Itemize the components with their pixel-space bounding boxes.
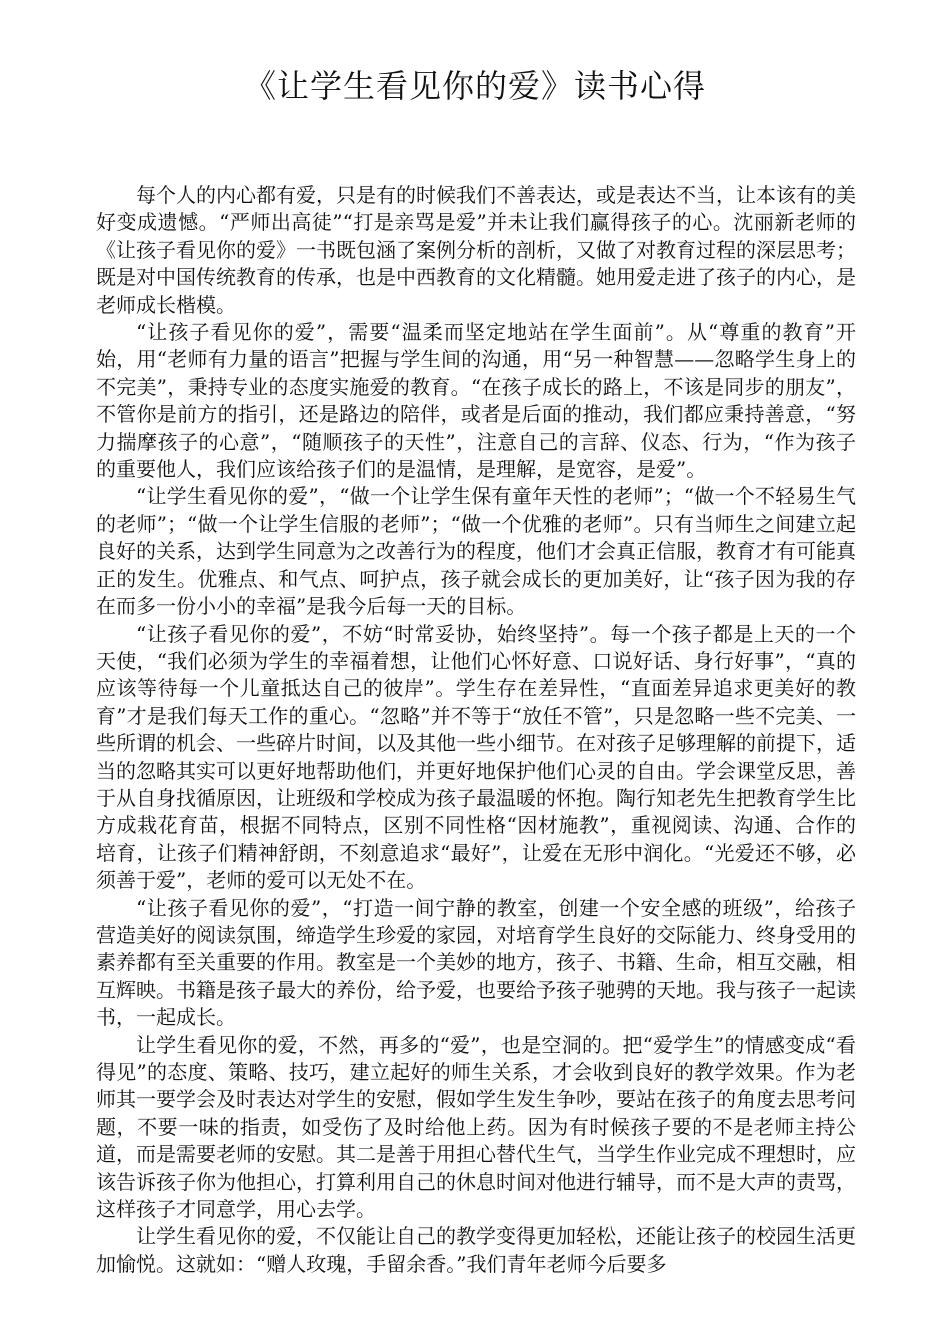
paragraph-1: 每个人的内心都有爱，只是有的时候我们不善表达，或是表达不当，让本该有的美好变成遗憾。“严师出高徒”“打是亲骂是爱”并未让我们赢得孩子的心。沈丽新老师的《让孩子看见你的爱》一书既包涵了案例分析的剖析，又做了对教育过程的深层思考；既是对中国传统教育的传承，也是中西教育的文化精髓。她用爱走进了孩子的内心，是老师成长楷模。 — [96, 183, 856, 317]
paragraph-2: “让孩子看见你的爱”，需要“温柔而坚定地站在学生面前”。从“尊重的教育”开始，用“老师有力量的语言”把握与学生间的沟通，用“另一种智慧——忽略学生身上的不完美”，秉持专业的态度实施爱的教育。“在孩子成长的路上，不该是同步的朋友”，不管你是前方的指引，还是路边的陪伴，或者是后面的推动，我们都应秉持善意，“努力揣摩孩子的心意”，“随顺孩子的天性”，注意自己的言辞、仪态、行为，“作为孩子的重要他人，我们应该给孩子们的是温情，是理解，是宽容，是爱”。 — [96, 320, 856, 482]
document-body — [96, 182, 856, 1278]
paragraph-4: “让孩子看见你的爱”，不妨“时常妥协，始终坚持”。每一个孩子都是上天的一个天使，“我们必须为学生的幸福着想，让他们心怀好意、口说好话、身行好事”，“真的应该等待每一个儿童抵达自己的彼岸”。学生存在差异性，“直面差异追求更美好的教育”才是我们每天工作的重心。“忽略”并不等于“放任不管”，只是忽略一些不完美、一些所谓的机会、一些碎片时间，以及其他一些小细节。在对孩子足够理解的前提下，适当的忽略其实可以更好地帮助他们，并更好地保护他们心灵的自由。学会课堂反思，善于从自身找循原因，让班级和学校成为孩子最温暖的怀抱。陶行知老先生把教育学生比方成栽花育苗，根据不同特点，区别不同性格“因材施教”，重视阅读、沟通、合作的培育，让孩子们精神舒朗，不刻意追求“最好”，让爱在无形中润化。“光爱还不够，必须善于爱”，老师的爱可以无处不在。 — [96, 621, 856, 893]
document-title: 《让学生看见你的爱》读书心得 — [243, 67, 706, 105]
paragraph-3: “让学生看见你的爱”，“做一个让学生保有童年天性的老师”；“做一个不轻易生气的老师”；“做一个让学生信服的老师”；“做一个优雅的老师”。只有当师生之间建立起良好的关系，达到学生同意为之改善行为的程度，他们才会真正信服，教育才有可能真正的发生。优雅点、和气点、呵护点，孩子就会成长的更加美好，让“孩子因为我的存在而多一份小小的幸福”是我今后每一天的目标。 — [96, 484, 856, 619]
paragraph-5: “让孩子看见你的爱”，“打造一间宁静的教室，创建一个安全感的班级”，给孩子营造美好的阅读氛围，缔造学生珍爱的家园，对培育学生良好的交际能力、终身受用的素养都有至关重要的作用。教室是一个美妙的地方，孩子、书籍、生命，相互交融，相互辉映。书籍是孩子最大的养份，给予爱，也要给予孩子驰骋的天地。我与孩子一起读书，一起成长。 — [96, 895, 856, 1030]
paragraph-6: 让学生看见你的爱，不然，再多的“爱”，也是空洞的。把“爱学生”的情感变成“看得见”的态度、策略、技巧，建立起好的师生关系，才会收到良好的教学效果。作为老师其一要学会及时表达对学生的安慰，假如学生发生争吵，要站在孩子的角度去思考问题，不要一味的指责，如受伤了及时给他上药。因为有时候孩子要的不是老师主持公道，而是需要老师的安慰。其二是善于用担心替代生气，当学生作业完成不理想时，应该告诉孩子你为他担心，打算利用自己的休息时间对他进行辅导，而不是大声的责骂，这样孩子才同意学，用心去学。 — [96, 1032, 856, 1222]
paragraph-7: 让学生看见你的爱，不仅能让自己的教学变得更加轻松，还能让孩子的校园生活更加愉悦。这就如：“赠人玫瑰，手留余香。”我们青年老师今后要多 — [96, 1224, 856, 1276]
